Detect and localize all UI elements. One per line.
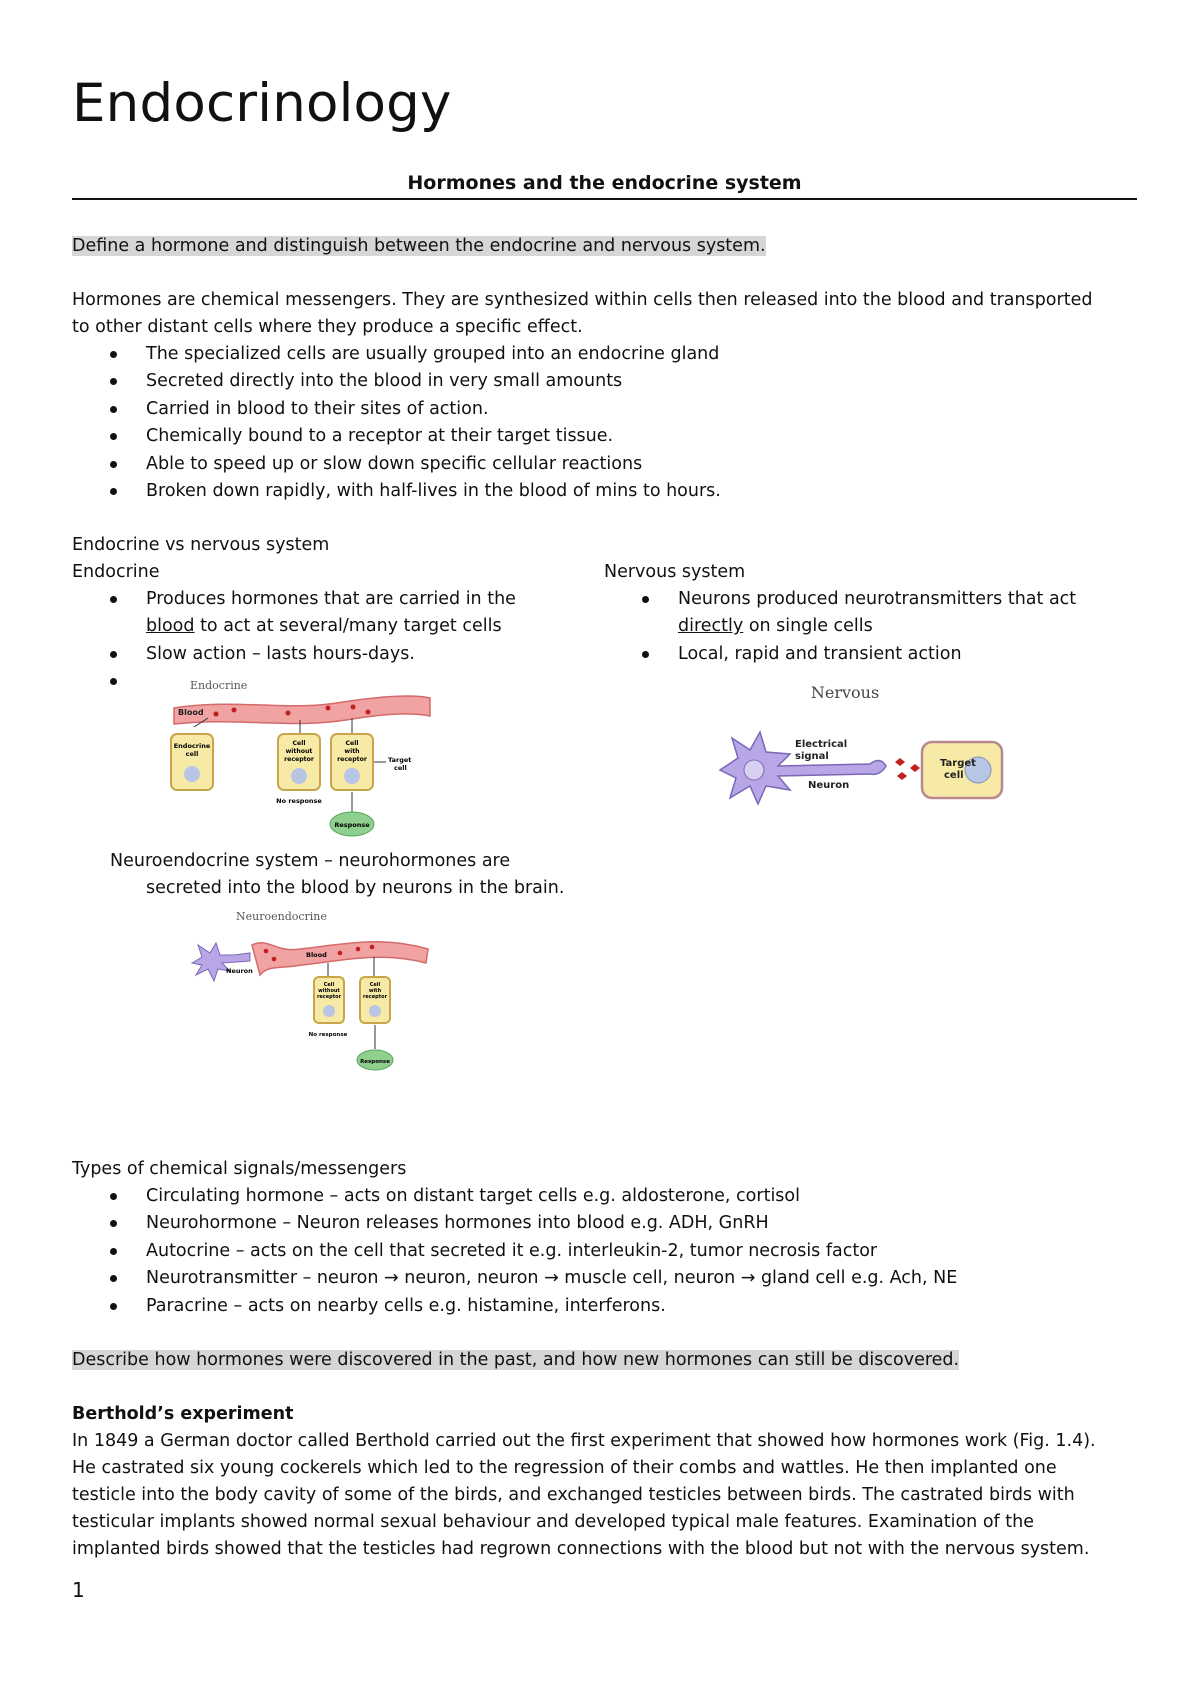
figure-title: Endocrine [190,679,248,692]
blood-label: Blood [306,951,327,959]
svg-text:signal: signal [795,751,829,762]
hormone-properties-list [72,341,721,505]
endocrine-label: Endocrine [72,562,160,582]
endocrine-figure [168,672,438,842]
blood-vessel [252,942,428,975]
chemical-signals-list [72,1183,957,1320]
heading-rule [72,198,1137,200]
svg-text:Cell: Cell [345,740,359,747]
endocrine-cell [171,734,213,790]
list-item: Able to speed up or slow down specific cellular reactions [72,451,721,478]
learning-objective-1 [72,233,766,260]
berthold-line: testicle into the body cavity of some of the birds, and exchanged testicles between birds. The castrated birds with [72,1485,1075,1505]
svg-text:Cell: Cell [369,982,381,988]
underlined-word: blood [146,616,195,637]
endocrine-b1-rest: to act at several/many target cells [194,616,502,637]
nervous-b1-line2 [678,613,1076,640]
nervous-b1-rest: on single cells [743,616,873,637]
endocrine-b1-line1: Produces hormones that are carried in the [146,589,516,609]
neuron-label: Neuron [226,967,253,975]
list-item: Broken down rapidly, with half-lives in the blood of mins to hours. [72,478,721,505]
comparison-heading: Endocrine vs nervous system [72,535,330,555]
blood-label: Blood [178,708,204,717]
svg-text:with: with [344,748,360,755]
svg-text:receptor: receptor [337,756,367,763]
neuroendocrine-line-1: Neuroendocrine system – neurohormones are [110,851,511,871]
underlined-word: directly [678,616,744,637]
svg-text:without: without [318,988,340,994]
nervous-label: Nervous system [604,562,746,582]
svg-text:receptor: receptor [362,994,388,1000]
svg-text:without: without [285,748,313,755]
berthold-heading: Berthold’s experiment [72,1404,294,1424]
list-item: Paracrine – acts on nearby cells e.g. histamine, interferons. [72,1293,957,1320]
nervous-list [604,586,1076,668]
neuroendocrine-line-2: secreted into the blood by neurons in the brain. [146,878,565,898]
list-item: Autocrine – acts on the cell that secreted it e.g. interleukin-2, tumor necrosis factor [72,1238,957,1265]
target-cell-label: Target [940,758,976,769]
list-item: Circulating hormone – acts on distant target cells e.g. aldosterone, cortisol [72,1183,957,1210]
list-item: Carried in blood to their sites of action. [72,396,721,423]
list-item [72,586,516,641]
neuroendocrine-figure [190,905,440,1080]
no-response-label: No response [276,797,322,805]
svg-text:with: with [368,988,382,994]
figure-title: Nervous [810,683,880,702]
list-item: Slow action – lasts hours-days. [72,641,516,668]
section-heading: Hormones and the endocrine system [407,172,802,194]
response-label: Response [360,1059,390,1065]
svg-text:Endocrine: Endocrine [173,742,211,750]
objective-1-highlight: Define a hormone and distinguish between the endocrine and nervous system. [72,236,766,256]
neuron-label: Neuron [808,780,850,791]
document-title: Endocrinology [72,73,452,134]
list-item: Secreted directly into the blood in very small amounts [72,368,721,395]
intro-line-1: Hormones are chemical messengers. They are synthesized within cells then released into the blood and transported [72,290,1093,310]
list-item [604,586,1076,641]
page-number: 1 [72,1578,85,1602]
nervous-figure [710,680,1030,810]
cell-with-receptor [360,977,390,1023]
list-item: Neurotransmitter – neuron → neuron, neuron → muscle cell, neuron → gland cell e.g. Ach, NE [72,1265,957,1292]
list-item: The specialized cells are usually grouped into an endocrine gland [72,341,721,368]
svg-text:Cell: Cell [323,982,335,988]
list-item: Neurohormone – Neuron releases hormones into blood e.g. ADH, GnRH [72,1210,957,1237]
list-item: Local, rapid and transient action [604,641,1076,668]
neuron-shape [192,943,250,981]
target-cell-label: Target [388,756,412,764]
berthold-line: In 1849 a German doctor called Berthold carried out the first experiment that showed how hormones work (Fig. 1.4). [72,1431,1096,1451]
signals-heading: Types of chemical signals/messengers [72,1159,407,1179]
objective-2-highlight: Describe how hormones were discovered in the past, and how new hormones can still be discovered. [72,1350,960,1370]
cell-with-receptor [331,734,373,790]
berthold-line: implanted birds showed that the testicles had regrown connections with the blood but not with the nervous system. [72,1539,1090,1559]
learning-objective-2 [72,1347,959,1374]
blood-vessel [174,696,430,724]
nervous-b1-line1: Neurons produced neurotransmitters that act [678,589,1077,609]
svg-text:receptor: receptor [284,756,314,763]
svg-text:receptor: receptor [316,994,342,1000]
cell-without-receptor [314,977,344,1023]
response-label: Response [334,821,370,829]
cell-without-receptor [278,734,320,790]
svg-text:Cell: Cell [292,740,306,747]
no-response-label: No response [308,1032,348,1038]
svg-text:cell: cell [185,750,199,758]
svg-text:cell: cell [944,770,964,781]
svg-text:cell: cell [394,764,407,772]
figure-title: Neuroendocrine [236,910,327,923]
endocrine-b1-line2 [146,613,516,640]
list-item: Chemically bound to a receptor at their target tissue. [72,423,721,450]
berthold-line: He castrated six young cockerels which led to the regression of their combs and wattles. He then implanted one [72,1458,1057,1478]
berthold-line: testicular implants showed normal sexual behaviour and developed typical male features. Examination of the [72,1512,1034,1532]
intro-line-2: to other distant cells where they produce a specific effect. [72,317,583,337]
electrical-signal-label: Electrical [795,739,848,750]
